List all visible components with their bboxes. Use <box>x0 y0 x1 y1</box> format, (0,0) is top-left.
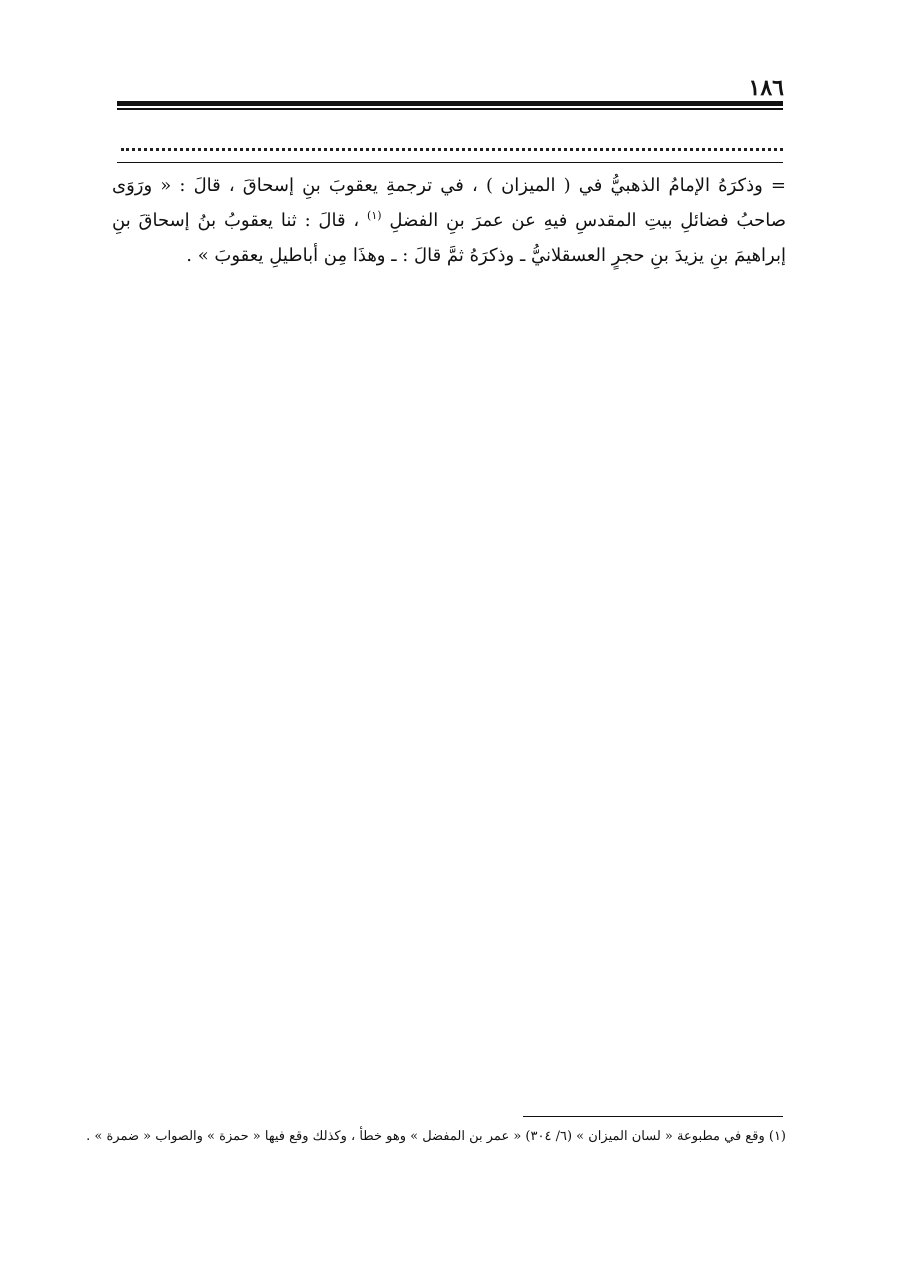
footnote-1: (١) وقع في مطبوعة « لسان الميزان » (٦/ ٣٠٤) « عمر بن المفضل » وهو خطأ ، وكذلك وقع فيها « حمزة » والصواب « ضمرة » . <box>86 1129 786 1144</box>
header-rule-thin <box>117 108 783 110</box>
footnote-reference: (١) <box>367 209 382 222</box>
header-rule-thick <box>117 101 783 106</box>
text-separator-rule <box>117 162 783 163</box>
body-text-end: ، قالَ : ثنا يعقوبُ بنُ إسحاقَ بنِ إبراهيمَ بنِ يزيدَ بنِ حجرٍ العسقلانيُّ ـ وذكرَهُ ثمَّ قالَ : ـ وهذَا مِن أباطيلِ يعقوبَ » . <box>112 210 786 266</box>
footnote-rule <box>523 1116 783 1117</box>
page-number: ١٨٦ <box>748 75 784 101</box>
body-text-start: = وذكرَهُ الإمامُ الذهبيُّ في ( الميزان ) ، في ترجمةِ يعقوبَ بنِ إسحاقَ ، قالَ : « ورَوَى صاحبُ فضائلِ بيتِ المقدسِ فيهِ عن عمرَ بنِ الفضلِ <box>112 175 786 231</box>
body-paragraph <box>112 168 786 273</box>
dotted-separator <box>121 148 783 151</box>
